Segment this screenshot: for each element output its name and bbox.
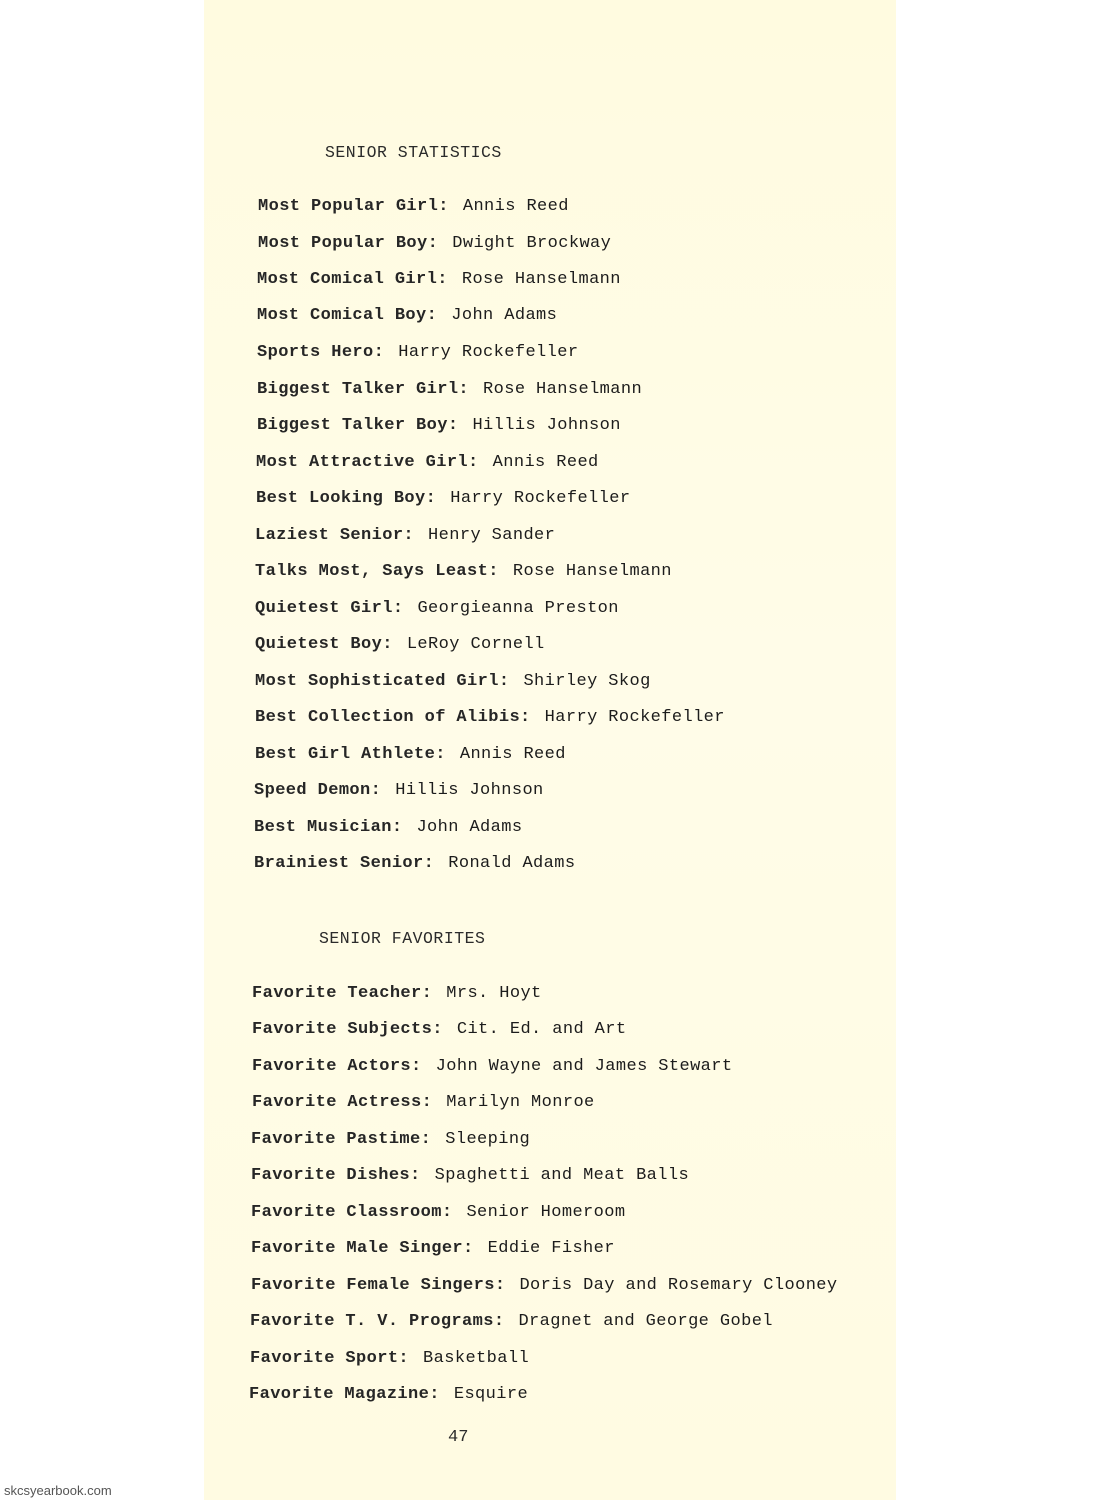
statistics-row	[258, 197, 569, 216]
statistics-value: Dwight Brockway	[452, 234, 612, 253]
statistics-value: Harry Rockefeller	[450, 489, 631, 508]
statistics-row	[257, 343, 578, 362]
statistics-label: Most Popular Boy:	[258, 234, 439, 253]
statistics-row	[255, 635, 545, 654]
statistics-value: Georgieanna Preston	[417, 599, 619, 618]
favorites-label: Favorite Male Singer:	[251, 1239, 474, 1258]
statistics-row	[255, 708, 725, 727]
favorites-label: Favorite Actress:	[252, 1093, 433, 1112]
statistics-row	[257, 306, 557, 325]
favorites-value: Senior Homeroom	[466, 1203, 626, 1222]
favorites-label: Favorite Classroom:	[251, 1203, 453, 1222]
statistics-row	[256, 453, 599, 472]
statistics-row	[254, 818, 522, 837]
statistics-value: Harry Rockefeller	[398, 343, 579, 362]
statistics-label: Best Musician:	[254, 818, 403, 837]
senior-statistics-heading: SENIOR STATISTICS	[325, 143, 502, 162]
favorites-label: Favorite Magazine:	[249, 1385, 440, 1404]
favorites-value: Doris Day and Rosemary Clooney	[519, 1276, 838, 1295]
statistics-label: Best Looking Boy:	[256, 489, 437, 508]
statistics-row	[255, 599, 619, 618]
favorites-row	[249, 1385, 528, 1404]
statistics-label: Biggest Talker Boy:	[257, 416, 459, 435]
favorites-value: Esquire	[453, 1385, 529, 1404]
favorites-label: Favorite Female Singers:	[251, 1276, 506, 1295]
page-number: 47	[448, 1428, 469, 1447]
statistics-label: Best Girl Athlete:	[255, 745, 446, 764]
statistics-value: Hillis Johnson	[395, 781, 544, 800]
statistics-row	[255, 526, 555, 545]
statistics-label: Quietest Girl:	[255, 599, 404, 618]
favorites-row	[252, 984, 542, 1003]
favorites-value: Eddie Fisher	[487, 1239, 615, 1258]
favorites-row	[251, 1239, 615, 1258]
favorites-value: Dragnet and George Gobel	[518, 1312, 773, 1331]
favorites-value: Spaghetti and Meat Balls	[434, 1166, 690, 1185]
statistics-row	[257, 380, 642, 399]
favorites-label: Favorite Pastime:	[251, 1130, 432, 1149]
statistics-value: Shirley Skog	[523, 672, 651, 691]
statistics-label: Most Popular Girl:	[258, 197, 449, 216]
statistics-value: Ronald Adams	[448, 854, 576, 873]
statistics-label: Speed Demon:	[254, 781, 382, 800]
favorites-value: John Wayne and James Stewart	[435, 1057, 733, 1076]
favorites-value: Basketball	[423, 1349, 530, 1368]
statistics-value: Henry Sander	[428, 526, 556, 545]
statistics-row	[257, 270, 621, 289]
statistics-label: Brainiest Senior:	[254, 854, 435, 873]
site-watermark: skcsyearbook.com	[4, 1483, 112, 1498]
statistics-label: Best Collection of Alibis:	[255, 708, 531, 727]
favorites-label: Favorite Dishes:	[251, 1166, 421, 1185]
favorites-label: Favorite Sport:	[250, 1349, 410, 1368]
statistics-label: Quietest Boy:	[255, 635, 393, 654]
statistics-label: Biggest Talker Girl:	[257, 380, 470, 399]
favorites-row	[250, 1349, 529, 1368]
favorites-value: Sleeping	[445, 1130, 531, 1149]
statistics-value: Harry Rockefeller	[544, 708, 725, 727]
favorites-value: Marilyn Monroe	[446, 1093, 595, 1112]
statistics-row	[254, 781, 544, 800]
statistics-row	[255, 672, 651, 691]
statistics-row	[254, 854, 575, 873]
favorites-value: Mrs. Hoyt	[446, 984, 542, 1003]
statistics-label: Laziest Senior:	[255, 526, 415, 545]
statistics-value: Annis Reed	[462, 197, 569, 216]
statistics-label: Most Attractive Girl:	[256, 453, 479, 472]
statistics-label: Talks Most, Says Least:	[255, 562, 499, 581]
statistics-value: Hillis Johnson	[472, 416, 621, 435]
statistics-value: Rose Hanselmann	[483, 380, 643, 399]
statistics-label: Most Comical Girl:	[257, 270, 448, 289]
favorites-row	[251, 1203, 625, 1222]
favorites-label: Favorite Teacher:	[252, 984, 433, 1003]
favorites-row	[252, 1057, 733, 1076]
favorites-row	[250, 1312, 773, 1331]
statistics-value: Rose Hanselmann	[512, 562, 672, 581]
favorites-row	[252, 1020, 626, 1039]
statistics-value: Annis Reed	[459, 745, 566, 764]
statistics-value: LeRoy Cornell	[406, 635, 545, 654]
statistics-value: John Adams	[416, 818, 523, 837]
favorites-row	[251, 1166, 689, 1185]
favorites-row	[251, 1276, 838, 1295]
statistics-row	[256, 489, 630, 508]
favorites-row	[251, 1130, 530, 1149]
senior-favorites-heading: SENIOR FAVORITES	[319, 929, 486, 948]
statistics-label: Most Comical Boy:	[257, 306, 438, 325]
favorites-label: Favorite Actors:	[252, 1057, 422, 1076]
statistics-value: Rose Hanselmann	[461, 270, 621, 289]
statistics-value: Annis Reed	[492, 453, 599, 472]
favorites-label: Favorite Subjects:	[252, 1020, 443, 1039]
favorites-label: Favorite T. V. Programs:	[250, 1312, 505, 1331]
statistics-value: John Adams	[451, 306, 558, 325]
statistics-row	[255, 562, 672, 581]
statistics-label: Most Sophisticated Girl:	[255, 672, 510, 691]
favorites-value: Cit. Ed. and Art	[456, 1020, 627, 1039]
statistics-label: Sports Hero:	[257, 343, 385, 362]
statistics-row	[258, 234, 611, 253]
statistics-row	[255, 745, 566, 764]
favorites-row	[252, 1093, 595, 1112]
statistics-row	[257, 416, 621, 435]
